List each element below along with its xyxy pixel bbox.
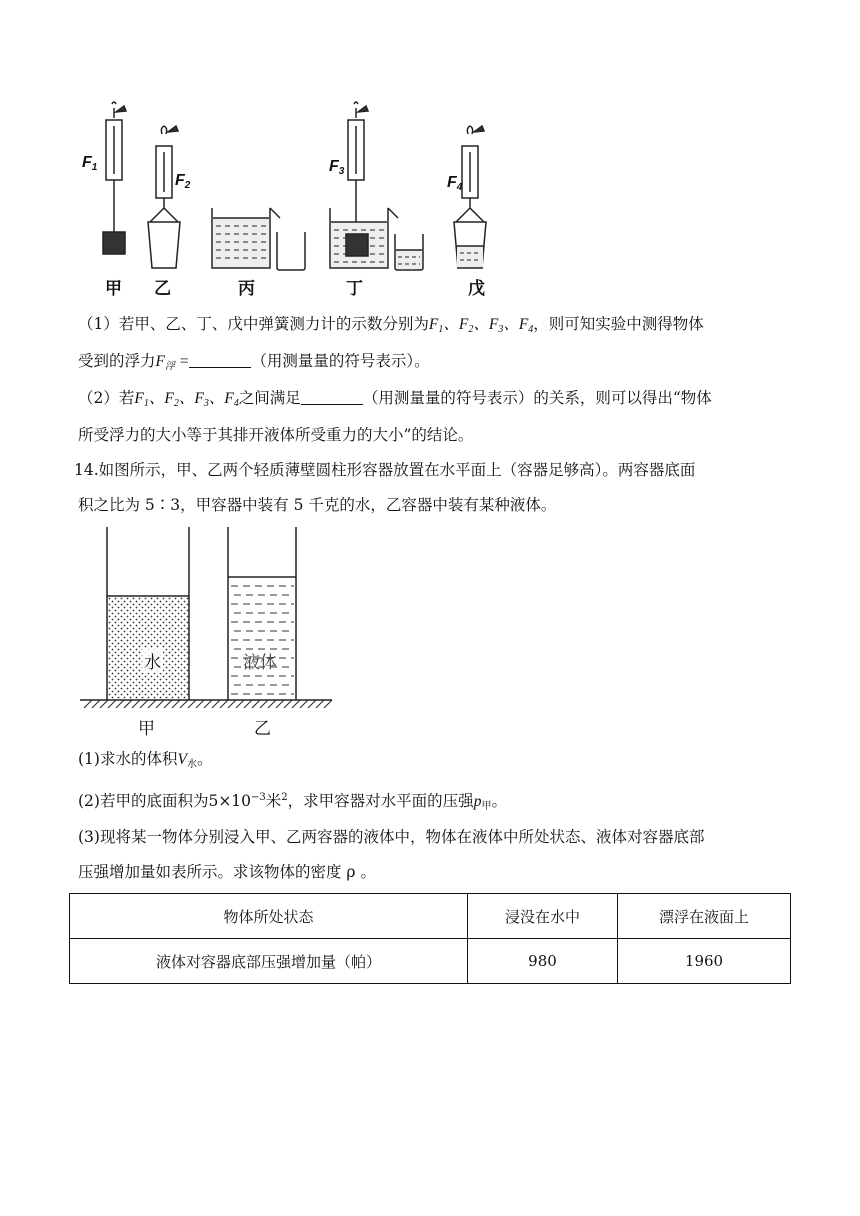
q14-part3-line1: (3)现将某一物体分别浸入甲、乙两容器的液体中，物体在液体中所处状态、液体对容器底部 [78, 828, 705, 846]
caption-container-yi: 乙 [254, 719, 271, 739]
q13-part2-line1: （2）若$F_1$、$F_2$、$F_3$、$F_4$之间满足 （用测量量的符号表示）的关系，则可以得出“物体 [78, 389, 712, 409]
liquid-fill [231, 586, 294, 694]
caption-ding: 丁 [346, 279, 363, 299]
experiment-figure [70, 100, 510, 300]
force-label-f2: $F_2$ [175, 172, 191, 191]
answer-blank-2[interactable] [301, 389, 363, 405]
table-cell-submerged-value: 980 [468, 939, 618, 984]
q13-part1-line1: （1）若甲、乙、丁、戊中弹簧测力计的示数分别为$F_1$、$F_2$、$F_3$、$F_4$，则可知实验中测得物体 [78, 315, 704, 335]
answer-blank-1[interactable] [189, 352, 251, 368]
table-cell-floating-value: 1960 [618, 939, 791, 984]
liquid-label: 液体 [243, 653, 277, 673]
q14-part3-line2: 压强增加量如表所示。求该物体的密度 ρ 。 [78, 863, 376, 881]
overflow-can [212, 208, 305, 270]
table-row [70, 939, 791, 984]
q14-part2: (2)若甲的底面积为$5\times 10^{-3}$米$^2$，求甲容器对水平面的压强$p_甲$。 [78, 792, 507, 812]
spring-scale-2 [148, 126, 180, 268]
containers-figure [78, 525, 338, 715]
q13-part2-line2: 所受浮力的大小等于其排开液体所受重力的大小”的结论。 [78, 426, 474, 444]
spring-scale-4 [454, 126, 486, 268]
table-header-state: 物体所处状态 [70, 894, 468, 939]
q14-stem-line2: 积之比为 5∶3，甲容器中装有 5 千克的水，乙容器中装有某种液体。 [78, 496, 557, 514]
table-header-floating: 漂浮在液面上 [618, 894, 791, 939]
q14-stem-line1: 14.如图所示，甲、乙两个轻质薄壁圆柱形容器放置在水平面上（容器足够高）。两容器底面 [74, 461, 696, 479]
caption-bing: 丙 [238, 279, 255, 299]
caption-container-jia: 甲 [138, 719, 155, 739]
caption-jia: 甲 [105, 279, 122, 299]
table-header-row [70, 894, 791, 939]
table-cell-label: 液体对容器底部压强增加量（帕） [70, 939, 468, 984]
caption-wu: 戊 [468, 279, 485, 299]
force-label-f3: $F_3$ [329, 158, 345, 177]
force-label-f1: $F_1$ [82, 154, 98, 173]
table-header-submerged: 浸没在水中 [468, 894, 618, 939]
water-label: 水 [142, 648, 163, 673]
spring-scale-1 [103, 102, 126, 254]
pressure-table [69, 893, 791, 984]
q14-part1: (1)求水的体积$V_水$。 [78, 750, 213, 770]
caption-yi: 乙 [154, 279, 171, 299]
q13-part1-line2: 受到的浮力$F_浮$ = （用测量量的符号表示）。 [78, 352, 430, 372]
force-label-f4: $F_4$ [447, 174, 463, 193]
spring-scale-3 [330, 102, 423, 270]
